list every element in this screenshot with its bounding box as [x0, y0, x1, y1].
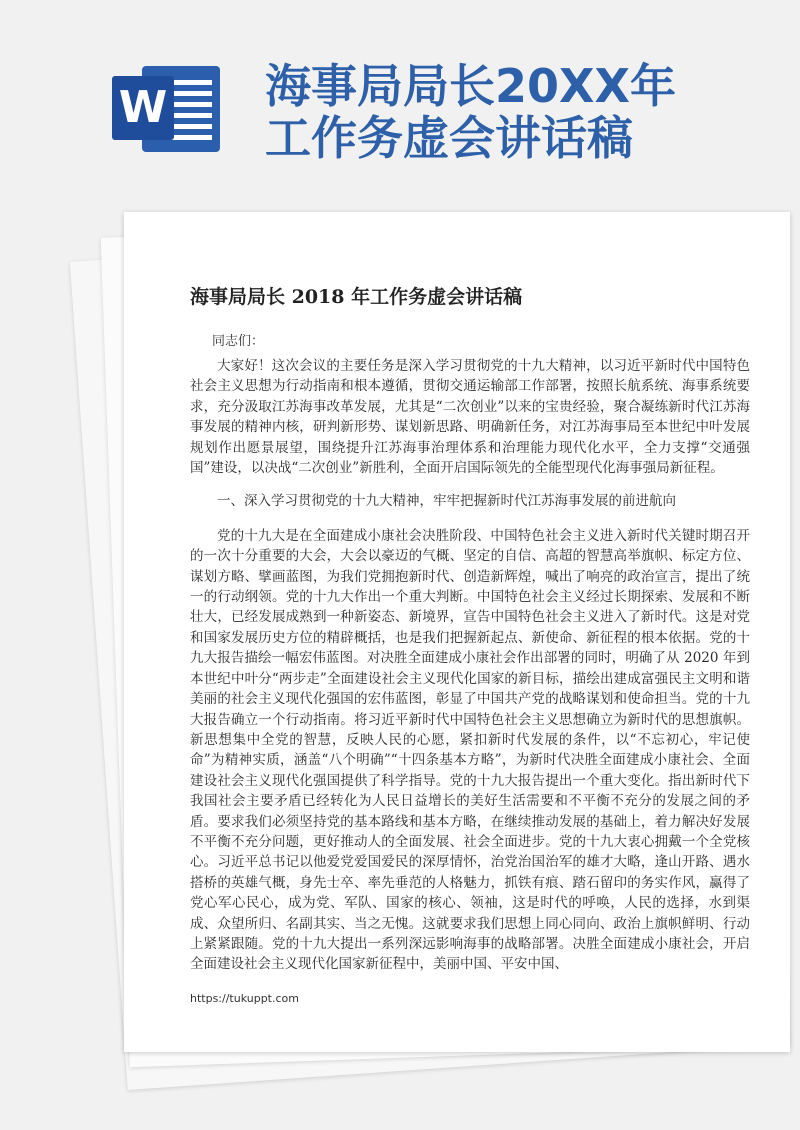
banner-title — [265, 60, 785, 164]
banner-title-line1: 海事局局长20XX年 — [265, 59, 676, 113]
salutation: 同志们： — [212, 334, 265, 349]
header-banner — [0, 0, 800, 210]
footer-url: https://tukuppt.com — [190, 992, 299, 1005]
paragraph-section-1: 党的十九大是在全面建成小康社会决胜阶段、中国特色社会主义进入新时代关键时期召开的一次十分重要的大会，大会以豪迈的气概、坚定的自信、高超的智慧高举旗帜、标定方位、谋划方略、擘画蓝图，为我们党拥抱新时代、创造新辉煌，喊出了响亮的政治宣言，提出了统一的行动纲领。党的十九大作出一个重大判断。中国特色社会主义经过长期探索、发展和不断壮大，已经发展成熟到一种新姿态、新境界，宣告中国特色社会主义进入了新时代。这是对党和国家发展历史方位的精辟概括，也是我们把握新起点、新使命、新征程的根本依据。党的十九大报告描绘一幅宏伟蓝图。对决胜全面建成小康社会作出部署的同时，明确了从 2020 年到本世纪中叶分“两步走”全面建设社会主义现代化国家的新目标，描绘出建成富强民主文明和谐美丽的社会主义现代化强国的宏伟蓝图，彰显了中国共产党的战略谋划和使命担当。党的十九大报告确立一个行动指南。将习近平新时代中国特色社会主义思想确立为新时代的思想旗帜。新思想集中全党的智慧，反映人民的心愿，紧扣新时代发展的条件，以“不忘初心，牢记使命”为精神实质，涵盖“八个明确”“十四条基本方略”，为新时代决胜全面建成小康社会、全面建设社会主义现代化强国提供了科学指导。党的十九大报告提出一个重大变化。指出新时代下我国社会主要矛盾已经转化为人民日益增长的美好生活需要和不平衡不充分的发展之间的矛盾。要求我们必须坚持党的基本路线和基本方略，在继续推动发展的基础上，着力解决好发展不平衡不充分问题，更好推动人的全面发展、社会全面进步。党的十九大衷心拥戴一个全党核心。习近平总书记以他爱党爱国爱民的深厚情怀，治党治国治军的雄才大略，逢山开路、遇水搭桥的英雄气概，身先士卒、率先垂范的人格魅力，抓铁有痕、踏石留印的务实作风，赢得了党心军心民心，成为党、军队、国家的核心、领袖，这是时代的呼唤，人民的选择，水到渠成、众望所归、名副其实、当之无愧。这就要求我们思想上同心同向、政治上旗帜鲜明、行动上紧紧跟随。党的十九大提出一系列深远影响海事的战略部署。决胜全面建成小康社会，开启全面建设社会主义现代化国家新征程中，美丽中国、平安中国、 — [190, 527, 750, 973]
section-heading-1: 一、深入学习贯彻党的十九大精神，牢牢把握新时代江苏海事发展的前进航向 — [217, 493, 676, 510]
banner-title-line2: 工作务虚会讲话稿 — [265, 111, 633, 165]
word-icon-lines — [168, 80, 212, 146]
document-body — [190, 356, 750, 988]
paragraph-intro: 大家好！这次会议的主要任务是深入学习贯彻党的十九大精神，以习近平新时代中国特色社会主义思想为行动指南和根本遵循，贯彻交通运输部工作部署，按照长航系统、海事系统要求，充分汲取江苏海事改革发展，尤其是“二次创业”以来的宝贵经验，聚合凝练新时代江苏海事发展的精神内核，研判新形势、谋划新思路、明确新任务，对江苏海事局至本世纪中叶发展规划作出愿景展望，围绕提升江苏海事治理体系和治理能力现代化水平，全力支撑“交通强国”建设，以决战“二次创业”新胜利，全面开启国际领先的全能型现代化海事强局新征程。 — [190, 358, 750, 477]
document-title: 海事局局长 2018 年工作务虚会讲话稿 — [190, 286, 523, 308]
word-icon-letter: W — [112, 76, 174, 140]
word-document-icon — [112, 58, 222, 158]
document-page — [124, 212, 790, 1052]
